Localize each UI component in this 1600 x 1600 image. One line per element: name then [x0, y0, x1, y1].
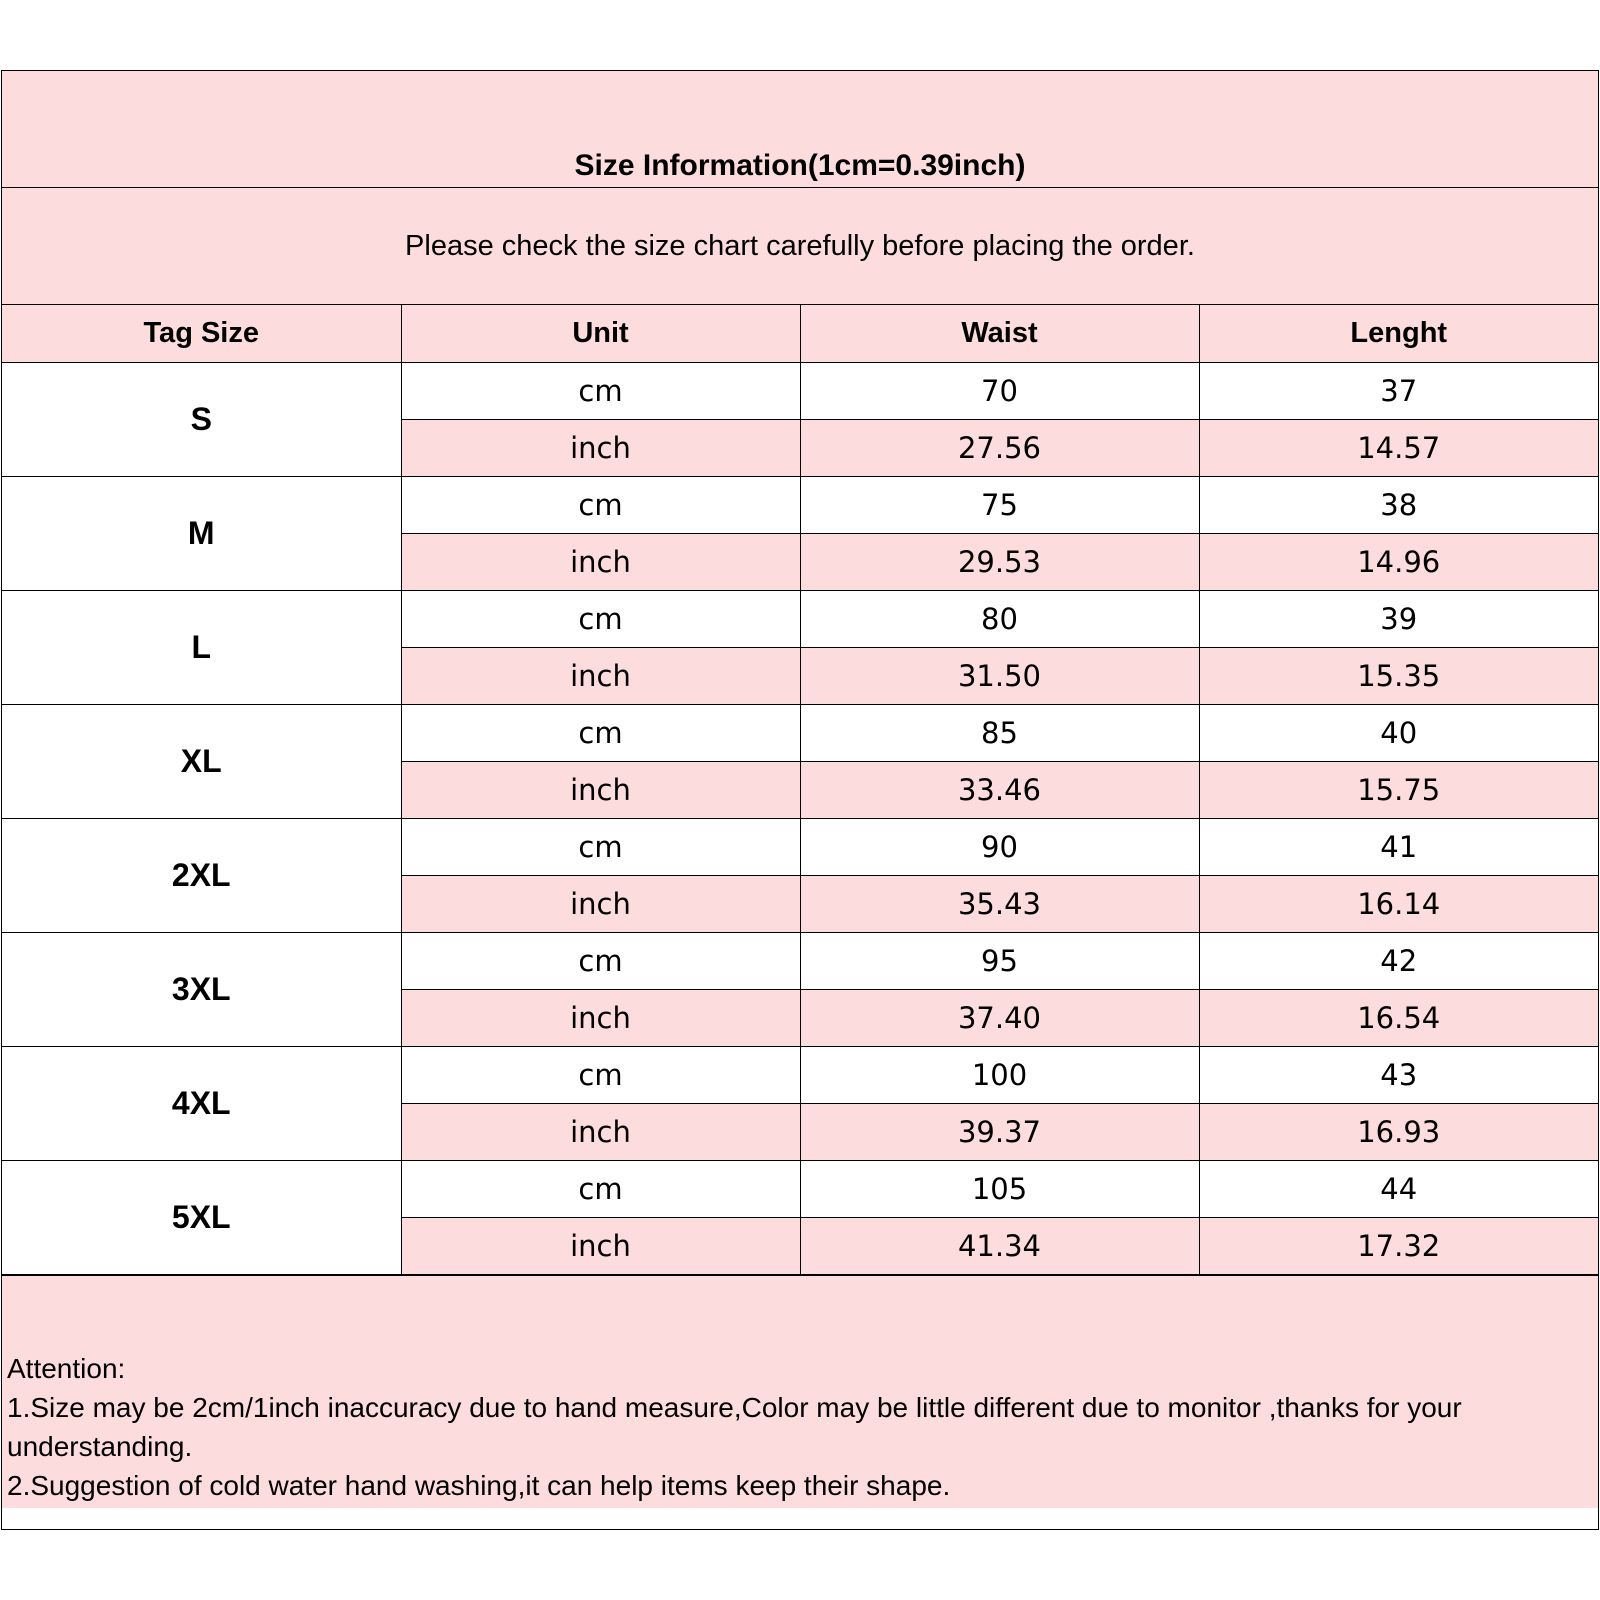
length-cell: 17.32: [1199, 1217, 1598, 1274]
header-row: [2, 305, 1598, 362]
length-cell: 15.35: [1199, 647, 1598, 704]
unit-cell: inch: [401, 647, 800, 704]
subtitle-row: [2, 188, 1598, 305]
unit-cell: inch: [401, 875, 800, 932]
header-waist: Waist: [800, 305, 1199, 362]
length-cell: 41: [1199, 818, 1598, 875]
waist-cell: 85: [800, 704, 1199, 761]
unit-cell: inch: [401, 1217, 800, 1274]
tag-size-cell: XL: [2, 704, 401, 818]
size-table-body: [2, 305, 1598, 1274]
table-row: [2, 1046, 1598, 1103]
length-cell: 14.96: [1199, 533, 1598, 590]
waist-cell: 35.43: [800, 875, 1199, 932]
length-cell: 43: [1199, 1046, 1598, 1103]
notes-section: [2, 1275, 1598, 1508]
table-row: [2, 1160, 1598, 1217]
header-unit: Unit: [401, 305, 800, 362]
length-cell: 39: [1199, 590, 1598, 647]
length-cell: 16.93: [1199, 1103, 1598, 1160]
tag-size-cell: 2XL: [2, 818, 401, 932]
unit-cell: cm: [401, 932, 800, 989]
waist-cell: 100: [800, 1046, 1199, 1103]
size-chart: [1, 70, 1599, 1530]
waist-cell: 29.53: [800, 533, 1199, 590]
length-cell: 16.14: [1199, 875, 1598, 932]
waist-cell: 41.34: [800, 1217, 1199, 1274]
waist-cell: 27.56: [800, 419, 1199, 476]
unit-cell: inch: [401, 761, 800, 818]
waist-cell: 90: [800, 818, 1199, 875]
notes-line-2: 2.Suggestion of cold water hand washing,it can help items keep their shape.: [7, 1469, 951, 1501]
unit-cell: inch: [401, 533, 800, 590]
waist-cell: 33.46: [800, 761, 1199, 818]
length-cell: 38: [1199, 476, 1598, 533]
length-cell: 16.54: [1199, 989, 1598, 1046]
length-cell: 42: [1199, 932, 1598, 989]
tag-size-cell: M: [2, 476, 401, 590]
table-row: [2, 818, 1598, 875]
table-row: [2, 476, 1598, 533]
unit-cell: cm: [401, 1160, 800, 1217]
length-cell: 44: [1199, 1160, 1598, 1217]
unit-cell: cm: [401, 590, 800, 647]
unit-cell: cm: [401, 818, 800, 875]
unit-cell: cm: [401, 476, 800, 533]
tag-size-cell: 4XL: [2, 1046, 401, 1160]
waist-cell: 80: [800, 590, 1199, 647]
length-cell: 40: [1199, 704, 1598, 761]
tag-size-cell: S: [2, 362, 401, 476]
size-table: [2, 305, 1598, 1275]
chart-subtitle: Please check the size chart carefully before placing the order.: [405, 229, 1195, 262]
waist-cell: 31.50: [800, 647, 1199, 704]
chart-title: Size Information(1cm=0.39inch): [574, 149, 1026, 182]
notes-heading: Attention:: [7, 1352, 126, 1384]
notes-line-1: 1.Size may be 2cm/1inch inaccuracy due to hand measure,Color may be little different due to monitor ,thanks for your understanding.: [7, 1391, 1462, 1462]
waist-cell: 105: [800, 1160, 1199, 1217]
waist-cell: 37.40: [800, 989, 1199, 1046]
tag-size-cell: 5XL: [2, 1160, 401, 1274]
unit-cell: inch: [401, 1103, 800, 1160]
tag-size-cell: 3XL: [2, 932, 401, 1046]
waist-cell: 70: [800, 362, 1199, 419]
length-cell: 37: [1199, 362, 1598, 419]
length-cell: 14.57: [1199, 419, 1598, 476]
table-row: [2, 704, 1598, 761]
header-tag-size: Tag Size: [2, 305, 401, 362]
table-row: [2, 590, 1598, 647]
tag-size-cell: L: [2, 590, 401, 704]
unit-cell: cm: [401, 1046, 800, 1103]
unit-cell: cm: [401, 362, 800, 419]
waist-cell: 95: [800, 932, 1199, 989]
waist-cell: 75: [800, 476, 1199, 533]
length-cell: 15.75: [1199, 761, 1598, 818]
waist-cell: 39.37: [800, 1103, 1199, 1160]
table-row: [2, 362, 1598, 419]
header-length: Lenght: [1199, 305, 1598, 362]
title-row: [2, 71, 1598, 188]
table-row: [2, 932, 1598, 989]
unit-cell: inch: [401, 989, 800, 1046]
unit-cell: inch: [401, 419, 800, 476]
unit-cell: cm: [401, 704, 800, 761]
